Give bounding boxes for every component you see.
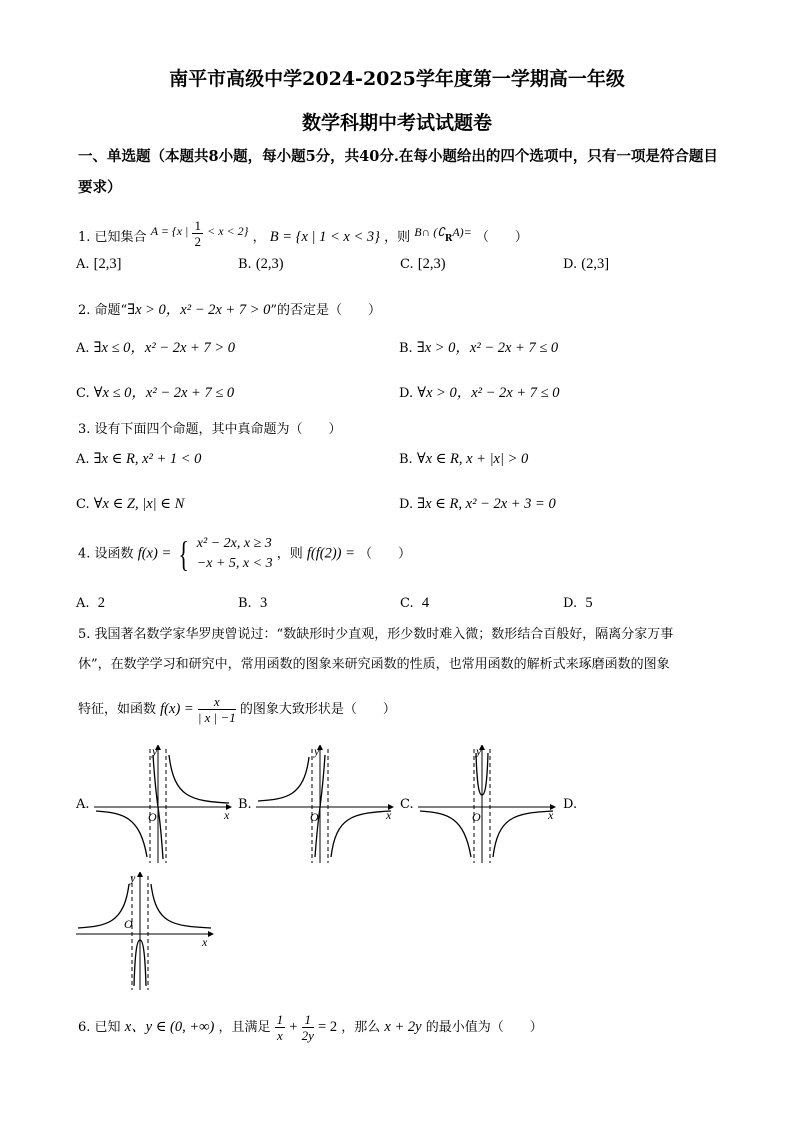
variable-domain: x、y ∈ (0, +∞) [124, 1019, 215, 1035]
question-1-stem [78, 218, 528, 253]
section-heading: 一、单选题（本题共8小题，每小题5分，共40分.在每小题给出的四个选项中，只有一项是符合题目要求） [78, 148, 718, 196]
question-number: 3. [78, 422, 91, 437]
q2-option-c: C. ∀x ≤ 0，x² − 2x + 7 ≤ 0 [76, 385, 235, 401]
graph-a [94, 745, 234, 863]
case-2: −x + 5, x < 3 [196, 556, 273, 571]
question-number: 6. [78, 1020, 91, 1035]
origin-label: O [124, 917, 133, 931]
question-text: 特征，如函数 [78, 702, 157, 717]
q4-option-a: A. 2 [76, 595, 106, 611]
function-fraction [198, 694, 236, 725]
question-text: 设函数 [94, 546, 134, 562]
curve-left [78, 884, 129, 928]
question-text: 已知 [94, 1020, 121, 1035]
curve-right [493, 811, 553, 857]
question-6-stem [78, 1012, 543, 1043]
piecewise-cases [197, 534, 273, 574]
question-5-line3 [78, 694, 396, 725]
function-name: f(x) = [137, 545, 172, 562]
composite-expression: f(f(2)) = [306, 545, 355, 562]
q2-option-a: A. ∃x ≤ 0，x² − 2x + 7 > 0 [76, 340, 236, 356]
graph-c [418, 745, 558, 863]
question-number: 2. [78, 303, 91, 318]
x-label: x [202, 935, 208, 949]
q2-option-b: B. ∃x > 0，x² − 2x + 7 ≤ 0 [399, 340, 559, 356]
question-text: 已知集合 [94, 230, 147, 245]
frac-den: | x | −1 [197, 710, 236, 725]
question-4-stem [78, 534, 411, 574]
x-label: x [224, 808, 230, 822]
origin-label: O [148, 810, 157, 824]
answer-blank: （ ） [359, 546, 412, 562]
case-1: x² − 2x, x ≥ 3 [196, 536, 272, 551]
q5-option-c-label: C. [400, 797, 414, 812]
exam-title-line1: 南平市高级中学2024-2025学年度第一学期高一年级 [169, 68, 625, 90]
y-label: y [130, 872, 136, 885]
frac-den: 2 [194, 234, 201, 249]
question-text: 的图象大致形状是（ ） [239, 702, 396, 717]
q1-option-c: C. [2,3) [400, 256, 446, 272]
graph-d [76, 872, 216, 990]
q1-option-b: B. (2,3) [238, 256, 284, 272]
question-number: 1. [78, 230, 91, 245]
question-3-stem [78, 418, 342, 437]
q3-option-a: A. ∃x ∈ R, x² + 1 < 0 [76, 451, 202, 467]
question-number: 4. [78, 546, 91, 562]
q4-option-c: C. 4 [400, 595, 430, 611]
q3-option-c: C. ∀x ∈ Z, |x| ∈ N [76, 496, 185, 512]
q3-option-d: D. ∃x ∈ R, x² − 2x + 3 = 0 [399, 496, 556, 512]
origin-label: O [310, 810, 319, 824]
target-expression: x + 2y [384, 1019, 422, 1035]
plus-sign: + [289, 1019, 298, 1035]
frac-num: x [198, 694, 236, 710]
fraction-2: $\frac{1}{2y}$ [301, 1012, 314, 1043]
proposition: ∃x > 0，x² − 2x + 7 > 0 [127, 302, 271, 318]
question-text: 的最小值为（ ） [425, 1020, 543, 1035]
q4-option-d: D. 5 [563, 595, 593, 611]
complement-expression: B∩ (∁ [414, 225, 445, 239]
q5-line1: 5. 我国著名数学家华罗庚曾说过：“数缺形时少直观，形少数时难入微；数形结合百般好，隔离分家万事 [78, 627, 674, 642]
curve-right [169, 755, 229, 803]
set-a-expression: A = {x | [150, 224, 189, 238]
curve-right [151, 884, 211, 928]
graph-b [256, 745, 396, 863]
q5-option-b-label: B. [238, 797, 252, 812]
set-b-expression: B = {x | 1 < x < 3} [269, 229, 380, 245]
exam-title-line2: 数学科期中考试试题卷 [301, 112, 492, 134]
curve-left [258, 757, 309, 801]
q1-option-a: A. [2,3] [76, 256, 122, 272]
question-text: ”的否定是（ ） [270, 303, 382, 318]
q2-option-d: D. ∀x > 0，x² − 2x + 7 ≤ 0 [399, 385, 560, 401]
origin-label: O [472, 810, 481, 824]
q5-option-a-label: A. [76, 797, 90, 812]
separator: ， [252, 230, 266, 245]
fraction-1: $\frac{1}{x}$ [276, 1012, 284, 1043]
y-label: y [152, 745, 158, 758]
set-a-tail: < x < 2} [207, 224, 249, 238]
x-label: x [386, 808, 392, 822]
question-2-stem [78, 298, 381, 319]
curve-left [420, 811, 471, 857]
complement-subscript: R [444, 233, 453, 244]
curve-right [331, 811, 391, 857]
question-text: 设有下面四个命题，其中真命题为（ ） [94, 422, 342, 437]
curve-left [96, 811, 147, 857]
x-label: x [548, 808, 554, 822]
set-a-fraction [192, 218, 203, 249]
q5-option-d-label: D. [563, 797, 578, 812]
question-text: ，且满足 [218, 1020, 271, 1035]
frac-num: 1 [194, 218, 201, 233]
q1-option-d: D. (2,3] [563, 256, 610, 272]
question-text: ，则 [384, 230, 411, 245]
question-5-stem [78, 620, 718, 680]
q4-option-b: B. 3 [238, 595, 268, 611]
question-text: ，那么 [341, 1020, 381, 1035]
equation-rhs: = 2 [318, 1019, 338, 1035]
question-text: 命题“ [94, 303, 128, 318]
question-text: ，则 [276, 546, 303, 562]
function-name: f(x) = [160, 701, 194, 717]
y-label: y [476, 745, 482, 758]
answer-blank: （ ） [475, 230, 528, 245]
y-label: y [314, 745, 320, 758]
complement-tail: A)= [452, 225, 472, 239]
q5-line2: 休”，在数学学习和研究中，常用函数的图象来研究函数的性质，也常用函数的解析式来琢磨函数的图象 [78, 657, 670, 672]
left-brace: { [178, 534, 190, 574]
q3-option-b: B. ∀x ∈ R, x + |x| > 0 [399, 451, 529, 467]
